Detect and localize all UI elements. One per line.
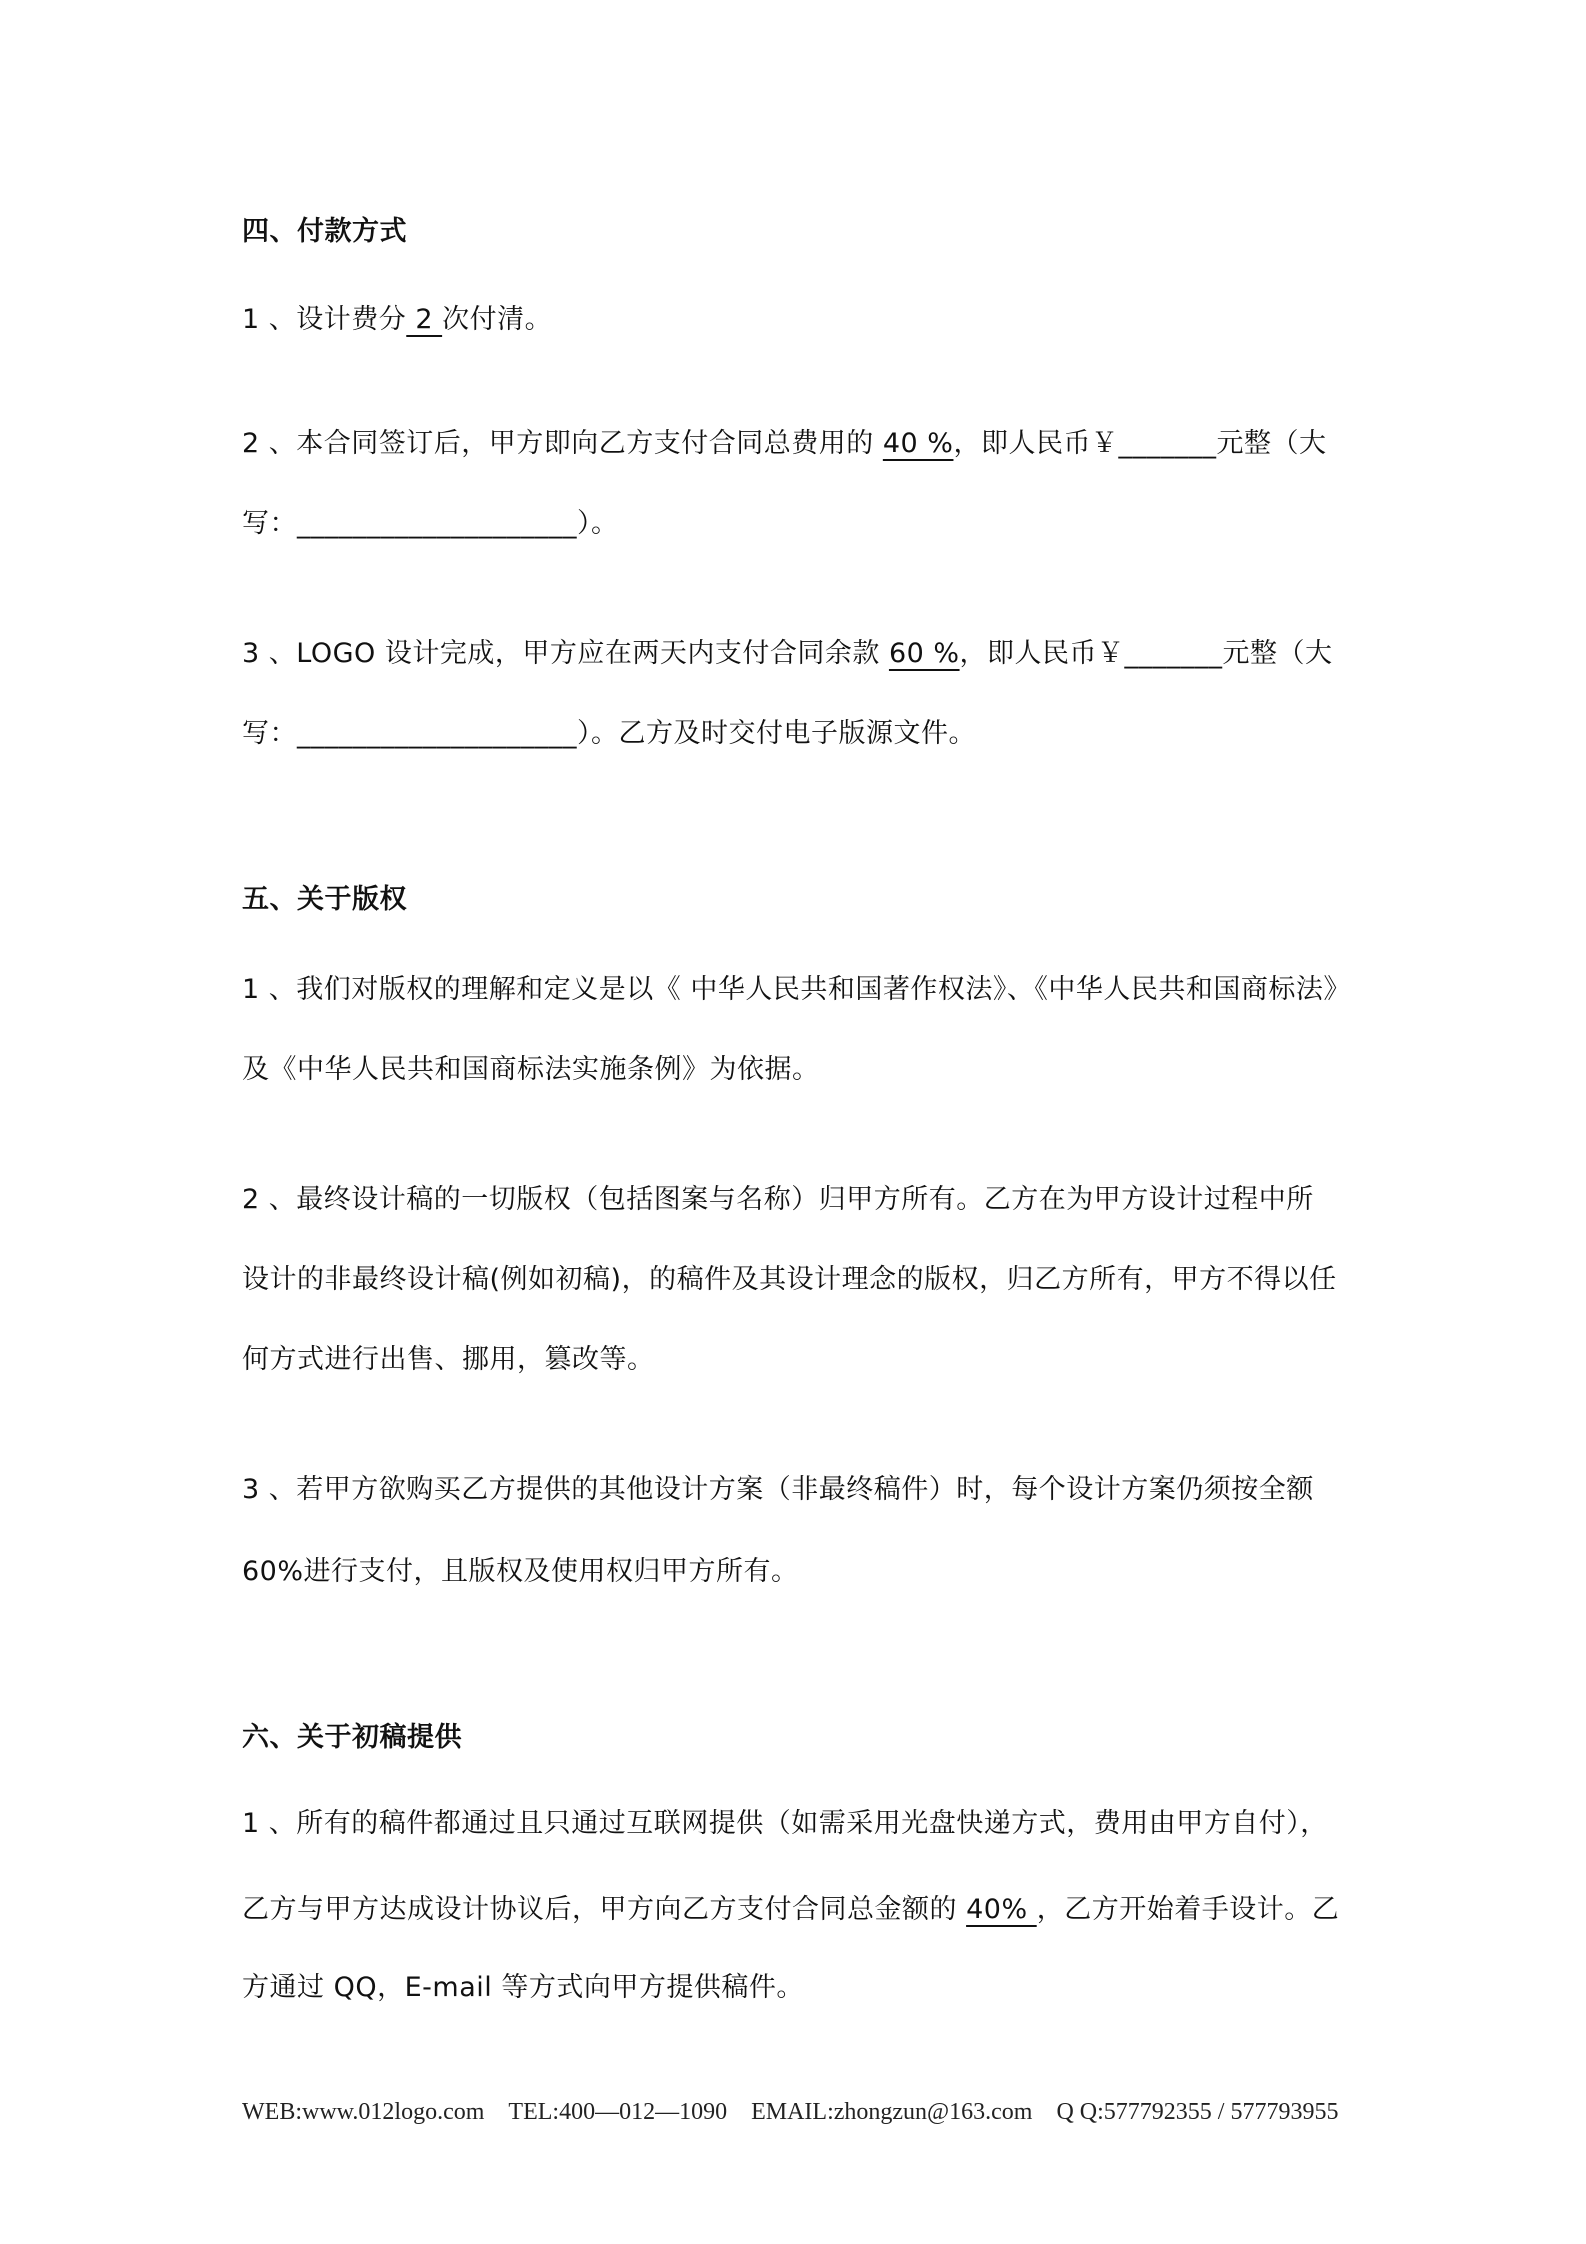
footer-email: EMAIL:zhongzun@163.com xyxy=(751,2099,1033,2125)
payment-balance-percent: 60 % xyxy=(888,638,960,669)
copyright-item-3-line2: 60%进行支付，且版权及使用权归甲方所有。 xyxy=(242,1556,799,1587)
section-heading-payment: 四、付款方式 xyxy=(242,216,407,247)
page-footer xyxy=(242,2095,1352,2129)
drafts-deposit-percent: 40% xyxy=(966,1894,1037,1925)
drafts-item-1-line2 xyxy=(242,1890,1339,1930)
payment-installments-value: 2 xyxy=(406,304,443,335)
drafts-item-1-line2-pre: 乙方与甲方达成设计协议后，甲方向乙方支付合同总金额的 xyxy=(242,1894,967,1925)
footer-tel: TEL:400—012—1090 xyxy=(508,2099,728,2125)
payment-item-3-line2: 写：____________________）。乙方及时交付电子版源文件。 xyxy=(242,718,976,749)
copyright-item-3-line1: 3 、若甲方欲购买乙方提供的其他设计方案（非最终稿件）时，每个设计方案仍须按全额 xyxy=(242,1474,1314,1505)
copyright-item-2-line1: 2 、最终设计稿的一切版权（包括图案与名称）归甲方所有。乙方在为甲方设计过程中所 xyxy=(242,1184,1314,1215)
drafts-item-1-line2-post: ，乙方开始着手设计。乙 xyxy=(1036,1894,1340,1925)
payment-item-1-post: 次付清。 xyxy=(442,304,553,335)
payment-item-2 xyxy=(242,424,1326,464)
copyright-item-2-line2: 设计的非最终设计稿(例如初稿)，的稿件及其设计理念的版权，归乙方所有，甲方不得以任 xyxy=(242,1264,1337,1295)
section-heading-copyright: 五、关于版权 xyxy=(242,884,407,915)
copyright-item-1-line2: 及《中华人民共和国商标法实施条例》为依据。 xyxy=(242,1054,820,1085)
drafts-item-1-line3: 方通过 QQ，E-mail 等方式向甲方提供稿件。 xyxy=(242,1972,804,2003)
payment-item-1 xyxy=(242,300,552,340)
payment-item-3-post: ，即人民币￥_______元整（大 xyxy=(959,638,1333,669)
footer-qq: Q Q:577792355 / 577793955 xyxy=(1056,2099,1339,2125)
section-heading-drafts: 六、关于初稿提供 xyxy=(242,1722,462,1753)
copyright-item-2-line3: 何方式进行出售、挪用，篡改等。 xyxy=(242,1344,655,1375)
payment-item-1-pre: 1 、设计费分 xyxy=(242,304,407,335)
payment-item-2-pre: 2 、本合同签订后，甲方即向乙方支付合同总费用的 xyxy=(242,428,883,459)
payment-item-3 xyxy=(242,634,1333,674)
copyright-item-1-line1: 1 、我们对版权的理解和定义是以《 中华人民共和国著作权法》、《中华人民共和国商标法》 xyxy=(242,974,1351,1005)
payment-deposit-percent: 40 % xyxy=(882,428,954,459)
drafts-item-1-line1: 1 、所有的稿件都通过且只通过互联网提供（如需采用光盘快递方式，费用由甲方自付）， xyxy=(242,1808,1328,1839)
footer-web: WEB:www.012logo.com xyxy=(242,2099,485,2125)
payment-item-3-pre: 3 、LOGO 设计完成，甲方应在两天内支付合同余款 xyxy=(242,638,889,669)
payment-item-2-line2: 写：____________________）。 xyxy=(242,508,619,539)
payment-item-2-post: ，即人民币￥_______元整（大 xyxy=(953,428,1327,459)
